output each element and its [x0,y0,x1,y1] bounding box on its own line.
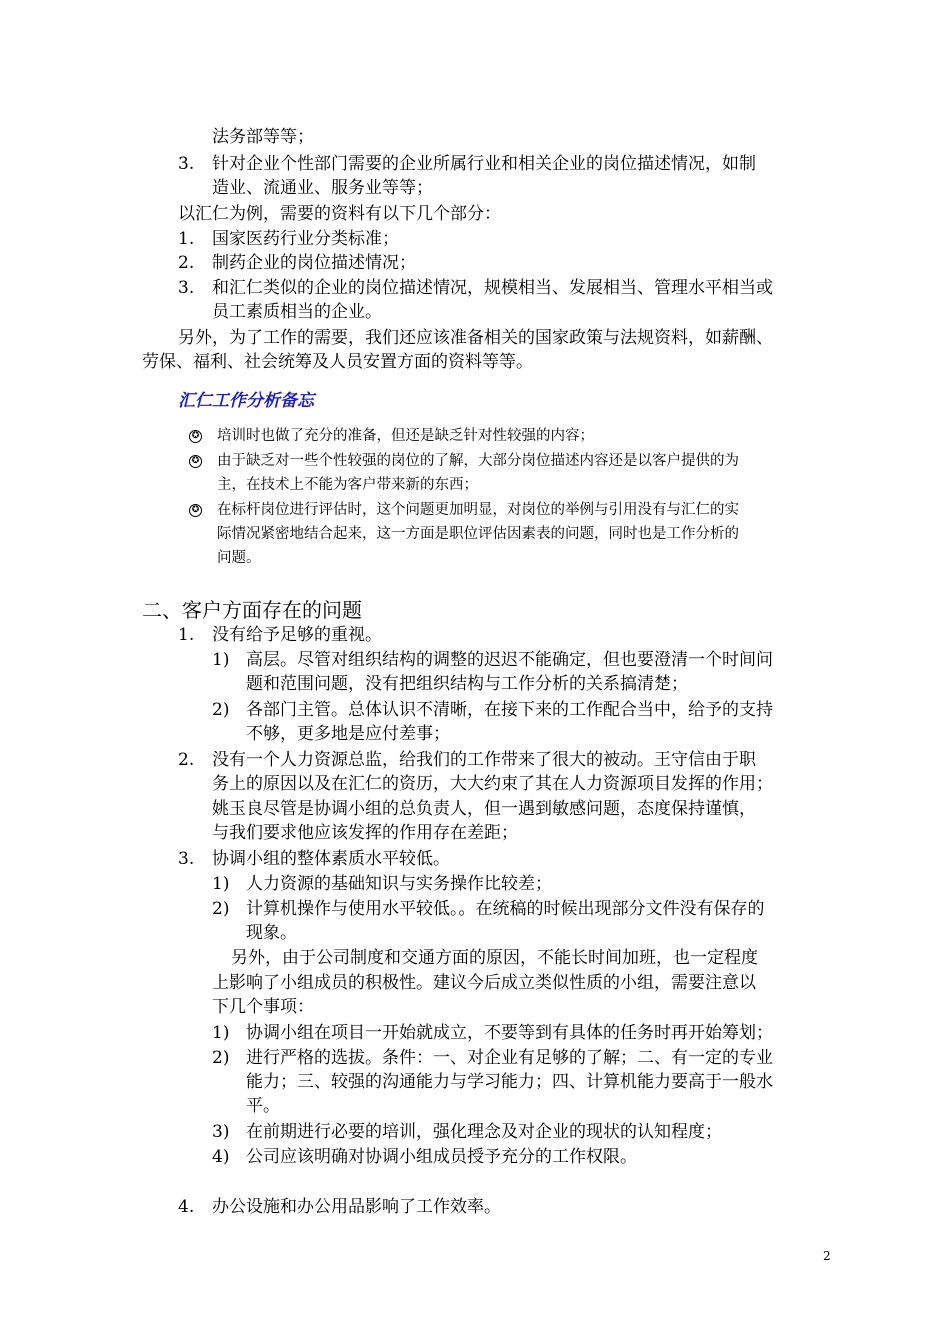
paragraph: 下几个事项： [212,997,314,1017]
sub-list-text: 不够，更多地是应付差事； [246,724,450,744]
sub-list-text: 平。 [246,1096,280,1116]
list-item-text: 针对企业个性部门需要的企业所属行业和相关企业的岗位描述情况，如制 [212,154,756,174]
sub-list-text: 进行严格的选拔。条件：一、对企业有足够的了解；二、有一定的专业 [246,1048,773,1068]
list-item-text: 国家医药行业分类标准； [212,229,399,249]
list-number: 2. [178,750,195,770]
paragraph: 上影响了小组成员的积极性。建议今后成立类似性质的小组，需要注意以 [212,973,756,993]
list-number: 3. [178,278,195,298]
list-item-text: 和汇仁类似的企业的岗位描述情况，规模相当、发展相当、管理水平相当或 [212,278,773,298]
memo-bullet-text: 由于缺乏对一些个性较强的岗位的了解，大部分岗位描述内容还是以客户提供的为 [217,453,739,469]
memo-bullet-text: 际情况紧密地结合起来，这一方面是职位评估因素表的问题，同时也是工作分析的 [217,526,739,542]
list-item-text: 员工素质相当的企业。 [212,302,382,322]
sub-list-text: 各部门主管。总体认识不清晰，在接下来的工作配合当中，给予的支持 [246,700,773,720]
continued-line: 法务部等等； [212,127,314,147]
sub-list-number: 2) [212,899,230,919]
paragraph: 另外，为了工作的需要，我们还应该准备相关的国家政策与法规资料，如薪酬、 [178,328,773,348]
list-item-text: 姚玉良尽管是协调小组的总负责人，但一遇到敏感问题，态度保持谨慎， [212,799,756,819]
memo-title: 汇仁工作分析备忘 [178,391,314,411]
sub-list-text: 协调小组在项目一开始就成立，不要等到有具体的任务时再开始筹划； [246,1023,773,1043]
list-number: 3. [178,849,195,869]
star-bullet-icon: ✪ [189,455,202,468]
list-item-text: 与我们要求他应该发挥的作用存在差距； [212,823,518,843]
list-item-text: 没有一个人力资源总监，给我们的工作带来了很大的被动。王守信由于职 [212,750,756,770]
star-bullet-icon: ✪ [189,430,202,443]
paragraph: 劳保、福利、社会统筹及人员安置方面的资料等等。 [142,352,533,372]
list-item-text: 办公设施和办公用品影响了工作效率。 [212,1197,501,1217]
memo-bullet-text: 在标杆岗位进行评估时，这个问题更加明显，对岗位的举例与引用没有与汇仁的实 [217,502,739,518]
sub-list-number: 1) [212,1023,230,1043]
list-number: 3. [178,154,195,174]
sub-list-number: 1) [212,650,230,670]
star-bullet-icon: ✪ [189,504,202,517]
sub-list-text: 能力；三、较强的沟通能力与学习能力；四、计算机能力要高于一般水 [246,1072,773,1092]
memo-bullet-text: 培训时也做了充分的准备，但还是缺乏针对性较强的内容； [217,428,594,444]
list-number: 4. [178,1197,195,1217]
sub-list-text: 在前期进行必要的培训，强化理念及对企业的现状的认知程度； [246,1122,722,1142]
list-item-text: 制药企业的岗位描述情况； [212,253,416,273]
page-number: 2 [823,1249,831,1263]
sub-list-text: 公司应该明确对协调小组成员授予充分的工作权限。 [246,1147,637,1167]
sub-list-text: 现象。 [246,923,297,943]
list-number: 1. [178,625,195,645]
sub-list-text: 计算机操作与使用水平较低。。在统稿的时候出现部分文件没有保存的 [246,899,765,919]
list-number: 2. [178,253,195,273]
sub-list-number: 2) [212,1048,230,1068]
sub-list-text: 人力资源的基础知识与实务操作比较差； [246,874,552,894]
paragraph: 以汇仁为例，需要的资料有以下几个部分： [178,204,501,224]
memo-bullet-text: 问题。 [217,550,261,566]
memo-bullet-text: 主，在技术上不能为客户带来新的东西； [217,477,478,493]
sub-list-number: 2) [212,700,230,720]
sub-list-number: 3) [212,1122,230,1142]
sub-list-number: 4) [212,1147,230,1167]
list-item-text: 协调小组的整体素质水平较低。 [212,849,450,869]
list-item-text: 务上的原因以及在汇仁的资历，大大约束了其在人力资源项目发挥的作用； [212,774,773,794]
sub-list-text: 题和范围问题，没有把组织结构与工作分析的关系搞清楚； [246,674,688,694]
sub-list-text: 高层。尽管对组织结构的调整的迟迟不能确定，但也要澄清一个时间问 [246,650,773,670]
list-number: 1. [178,229,195,249]
paragraph: 另外，由于公司制度和交通方面的原因，不能长时间加班，也一定程度 [231,948,758,968]
sub-list-number: 1) [212,874,230,894]
list-item-text: 造业、流通业、服务业等等； [212,178,433,198]
list-item-text: 没有给予足够的重视。 [212,625,382,645]
section-heading: 二、客户方面存在的问题 [142,598,362,622]
